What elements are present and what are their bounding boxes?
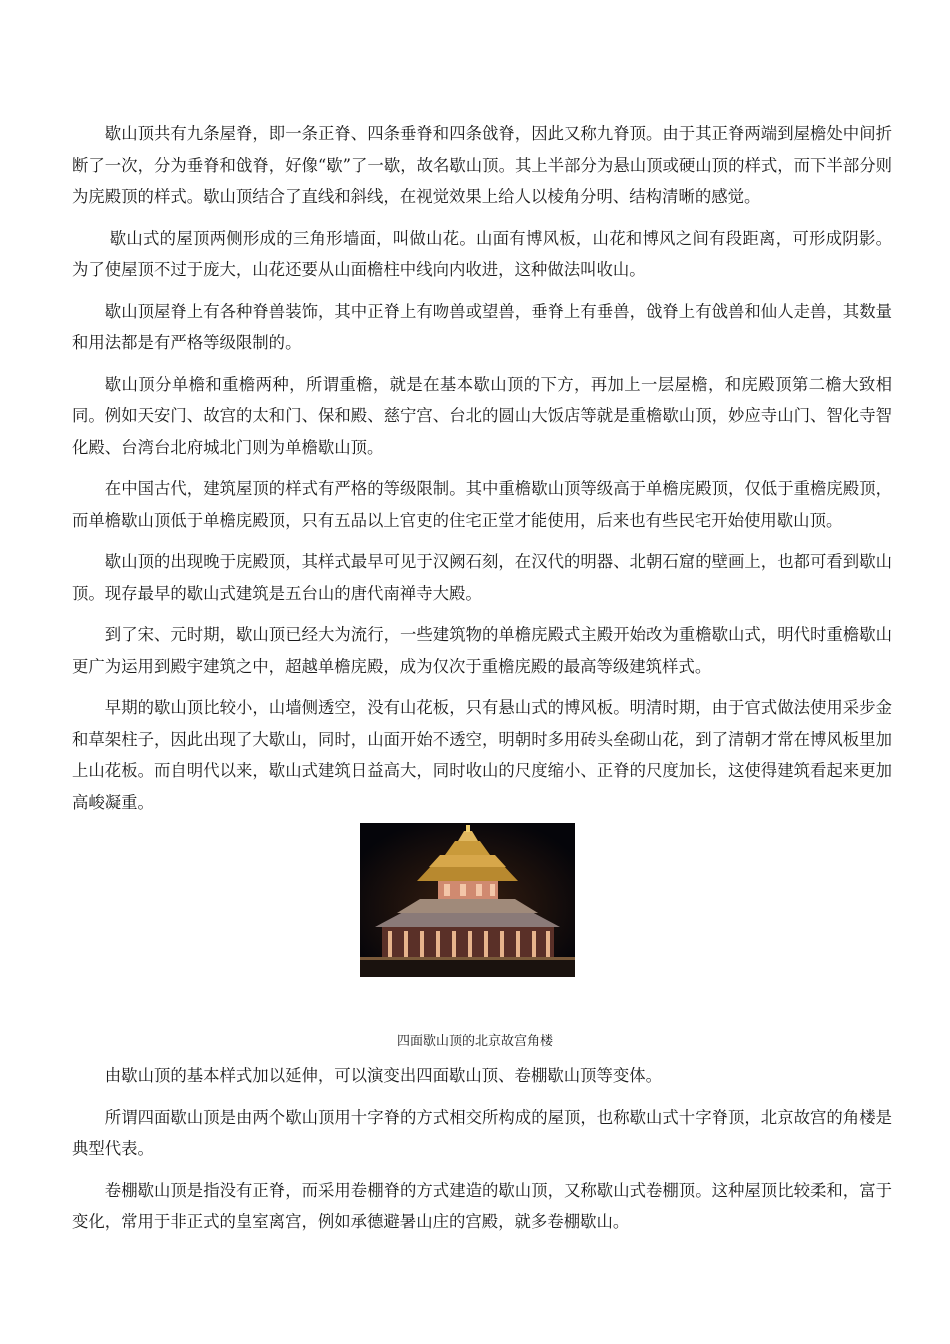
paragraph-4: 歇山顶分单檐和重檐两种，所谓重檐，就是在基本歇山顶的下方，再加上一层屋檐，和庑殿顶第二檐大致相同。例如天安门、故宫的太和门、保和殿、慈宁宫、台北的圆山大饭店等就是重檐歇山顶，妙应寺山门、智化寺智化殿、台湾台北府城北门则为单檐歇山顶。: [72, 374, 892, 457]
paragraph-3: 歇山顶屋脊上有各种脊兽装饰，其中正脊上有吻兽或望兽，垂脊上有垂兽，戗脊上有戗兽和仙人走兽，其数量和用法都是有严格等级限制的。: [72, 301, 892, 352]
paragraph-7: 到了宋、元时期，歇山顶已经大为流行，一些建筑物的单檐庑殿式主殿开始改为重檐歇山式，明代时重檐歇山更广为运用到殿宇建筑之中，超越单檐庑殿，成为仅次于重檐庑殿的最高等级建筑样式。: [72, 625, 892, 676]
paragraph-11: 卷棚歇山顶是指没有正脊，而采用卷棚脊的方式建造的歇山顶，又称歇山式卷棚顶。这种屋顶比较柔和，富于变化，常用于非正式的皇室离宫，例如承德避暑山庄的宫殿，就多卷棚歇山。: [72, 1180, 892, 1231]
paragraph-5: 在中国古代，建筑屋顶的样式有严格的等级限制。其中重檐歇山顶等级高于单檐庑殿顶，仅低于重檐庑殿顶，而单檐歇山顶低于单檐庑殿顶，只有五品以上官吏的住宅正堂才能使用，后来也有些民宅开始使用歇山顶。: [72, 479, 892, 530]
paragraph-1: 歇山顶共有九条屋脊，即一条正脊、四条垂脊和四条戗脊，因此又称九脊顶。由于其正脊两端到屋檐处中间折断了一次，分为垂脊和戗脊，好像“歇”了一歇，故名歇山顶。其上半部分为悬山顶或硬山顶的样式，而下半部分则为庑殿顶的样式。歇山顶结合了直线和斜线，在视觉效果上给人以棱角分明、结构清晰的感觉。: [72, 124, 892, 206]
paragraph-2: 歇山式的屋顶两侧形成的三角形墙面，叫做山花。山面有博风板，山花和博风之间有段距离，可形成阴影。为了使屋顶不过于庞大，山花还要从山面檐柱中线向内收进，这种做法叫收山。: [72, 228, 892, 279]
paragraph-6: 歇山顶的出现晚于庑殿顶，其样式最早可见于汉阙石刻，在汉代的明器、北朝石窟的壁画上，也都可看到歇山顶。现存最早的歇山式建筑是五台山的唐代南禅寺大殿。: [72, 552, 892, 603]
document-body-top: [72, 118, 892, 828]
paragraph-10: 所谓四面歇山顶是由两个歇山顶用十字脊的方式相交所构成的屋顶，也称歇山式十字脊顶，北京故宫的角楼是典型代表。: [72, 1107, 892, 1158]
figure-caption: 四面歇山顶的北京故宫角楼: [396, 1034, 553, 1049]
corner-tower-illustration: [360, 823, 575, 977]
corner-tower-photo: [360, 823, 575, 977]
document-body-bottom: [72, 1060, 892, 1248]
paragraph-8: 早期的歇山顶比较小，山墙侧透空，没有山花板，只有悬山式的博风板。明清时期，由于官式做法使用采步金和草架柱子，因此出现了大歇山，同时，山面开始不透空，明朝时多用砖头垒砌山花，到了清朝才常在博风板里加上山花板。而自明代以来，歇山式建筑日益高大，同时收山的尺度缩小、正脊的尺度加长，这使得建筑看起来更加高峻凝重。: [72, 698, 892, 812]
paragraph-9: 由歇山顶的基本样式加以延伸，可以演变出四面歇山顶、卷棚歇山顶等变体。: [104, 1066, 663, 1085]
